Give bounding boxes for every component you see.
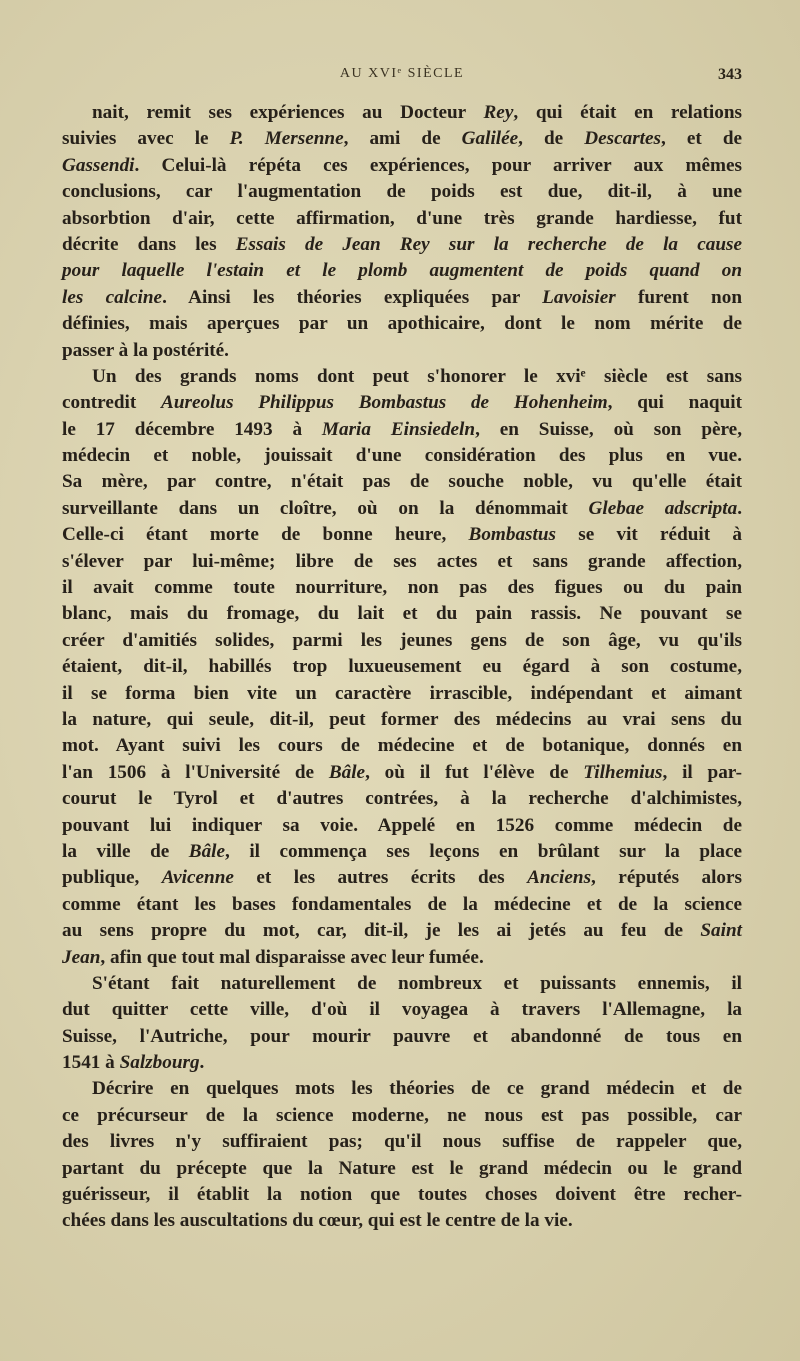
text-segment: chées dans les auscultations du cœur, qui est le centre de la vie. xyxy=(62,1210,573,1232)
text-line xyxy=(62,839,742,865)
text-segment: furent non xyxy=(615,286,742,308)
text-segment: dut quitter cette ville, d'où il voyagea à travers l'Allemagne, la xyxy=(62,999,742,1021)
text-line xyxy=(62,654,742,680)
text-segment: créer d'amitiés solides, parmi les jeunes gens de son âge, vu qu'ils xyxy=(62,629,742,651)
paragraph xyxy=(62,1076,742,1234)
text-segment: . xyxy=(737,497,742,519)
text-line xyxy=(62,417,742,443)
text-line xyxy=(62,601,742,627)
italic-segment: Bombastus xyxy=(468,524,556,546)
italic-segment: Glebae adscripta xyxy=(588,497,738,519)
text-segment: et les autres écrits des xyxy=(233,867,528,889)
text-segment: blanc, mais du fromage, du lait et du pain rassis. Ne pouvant se xyxy=(62,603,742,625)
text-segment: ce précurseur de la science moderne, ne nous est pas possible, car xyxy=(62,1104,742,1126)
text-segment: pouvant lui indiquer sa voie. Appelé en 1526 comme médecin de xyxy=(62,814,742,836)
text-segment: mot. Ayant suivi les cours de médecine et de botanique, donnés en xyxy=(62,735,742,757)
text-segment: au sens propre du mot, car, dit-il, je les ai jetés au feu de xyxy=(62,920,701,942)
italic-segment: Aureolus Philippus Bombastus de Hohenheim xyxy=(161,392,608,414)
text-segment: partant du précepte que la Nature est le grand médecin ou le grand xyxy=(62,1157,742,1179)
text-segment: la nature, qui seule, dit-il, peut former des médecins au vrai sens du xyxy=(62,708,742,730)
text-line xyxy=(62,813,742,839)
text-segment: Décrire en quelques mots les théories de ce grand médecin et de xyxy=(92,1078,742,1100)
italic-segment: les calcine xyxy=(62,286,163,308)
text-line xyxy=(62,628,742,654)
text-segment: conclusions, car l'augmentation de poids est due, dit-il, à une xyxy=(62,181,742,203)
italic-segment: Jean xyxy=(62,946,101,968)
text-line xyxy=(62,1129,742,1155)
text-segment: , il commença ses leçons en brûlant sur la place xyxy=(225,840,742,862)
text-line xyxy=(62,892,742,918)
italic-segment: Avicenne xyxy=(161,867,234,889)
text-segment: . xyxy=(199,1052,205,1074)
paragraph xyxy=(62,364,742,971)
running-head xyxy=(62,66,742,88)
page-number: 343 xyxy=(718,66,742,83)
text-segment: suivies avec le xyxy=(62,128,230,150)
text-line xyxy=(62,206,742,232)
text-segment: il se forma bien vite un caractère irrascible, indépendant et aimant xyxy=(62,682,742,704)
text-segment: s'élever par lui-même; libre de ses actes et sans grande affection, xyxy=(62,550,742,572)
text-segment: . Ainsi les théories expliquées par xyxy=(162,286,543,308)
text-segment: guérisseur, il établit la notion que toutes choses doivent être recher- xyxy=(62,1184,742,1206)
text-segment: la ville de xyxy=(62,840,189,862)
text-line xyxy=(62,549,742,575)
text-line xyxy=(62,1156,742,1182)
text-line xyxy=(62,707,742,733)
text-segment: contredit xyxy=(62,392,162,414)
text-line xyxy=(62,760,742,786)
text-line xyxy=(62,865,742,891)
italic-segment: pour laquelle l'estain et le plomb augmentent de poids quand on xyxy=(62,260,742,282)
paragraph xyxy=(62,971,742,1077)
italic-segment: Salzbourg xyxy=(119,1052,200,1074)
text-line xyxy=(62,443,742,469)
text-segment: , où il fut l'élève de xyxy=(365,761,584,783)
text-segment: 1541 à xyxy=(62,1052,120,1074)
text-line xyxy=(62,945,742,971)
text-segment: , il par- xyxy=(662,761,742,783)
text-line xyxy=(62,997,742,1023)
text-line xyxy=(62,496,742,522)
text-segment: courut le Tyrol et d'autres contrées, à la recherche d'alchimistes, xyxy=(62,788,742,810)
text-segment: le 17 décembre 1493 à xyxy=(62,418,322,440)
body-text xyxy=(62,100,742,1235)
italic-segment: Descartes xyxy=(584,128,661,150)
text-segment: comme étant les bases fondamentales de la médecine et de la science xyxy=(62,893,742,915)
text-segment: , en Suisse, où son père, xyxy=(475,418,742,440)
text-line xyxy=(62,232,742,258)
text-line xyxy=(62,1050,742,1076)
text-line xyxy=(62,126,742,152)
italic-segment: Bâle xyxy=(328,761,366,783)
text-segment: l'an 1506 à l'Université de xyxy=(62,761,329,783)
text-segment: , ami de xyxy=(343,128,462,150)
text-segment: définies, mais aperçues par un apothicaire, dont le nom mérite de xyxy=(62,313,742,335)
text-segment: publique, xyxy=(62,867,162,889)
text-line xyxy=(62,100,742,126)
text-line xyxy=(62,1103,742,1129)
text-line xyxy=(62,1208,742,1234)
text-line xyxy=(62,390,742,416)
text-line xyxy=(62,733,742,759)
text-segment: il avait comme toute nourriture, non pas des figues ou du pain xyxy=(62,577,742,599)
italic-segment: Bâle xyxy=(188,840,226,862)
text-line xyxy=(62,1024,742,1050)
text-segment: S'étant fait naturellement de nombreux et puissants ennemis, il xyxy=(92,972,742,994)
text-segment: absorbtion d'air, cette affirmation, d'une très grande hardiesse, fut xyxy=(62,207,742,229)
text-line xyxy=(62,1182,742,1208)
text-line xyxy=(62,918,742,944)
text-segment: Celle-ci étant morte de bonne heure, xyxy=(62,524,469,546)
text-line xyxy=(62,285,742,311)
text-segment: passer à la postérité. xyxy=(62,339,229,361)
text-line xyxy=(62,681,742,707)
text-segment: décrite dans les xyxy=(62,233,236,255)
text-segment: des livres n'y suffiraient pas; qu'il nous suffise de rappeler que, xyxy=(62,1131,742,1153)
text-line xyxy=(62,338,742,364)
text-segment: nait, remit ses expériences au Docteur xyxy=(92,102,484,123)
text-segment: étaient, dit-il, habillés trop luxueusement eu égard à son costume, xyxy=(62,656,742,678)
running-title: AU XVIᵉ SIÈCLE xyxy=(339,66,465,81)
italic-segment: Rey xyxy=(483,102,514,123)
italic-segment: Tilhemius xyxy=(583,761,663,783)
italic-segment: P. Mersenne xyxy=(229,128,344,150)
italic-segment: Essais de Jean Rey sur la recherche de la cause xyxy=(235,233,742,255)
paragraph xyxy=(62,100,742,364)
text-line xyxy=(62,786,742,812)
italic-segment: Maria Einsiedeln xyxy=(321,418,476,440)
text-segment: surveillante dans un cloître, où on la dénommait xyxy=(62,497,589,519)
italic-segment: Lavoisier xyxy=(542,286,616,308)
text-line xyxy=(62,522,742,548)
text-segment: Sa mère, par contre, n'était pas de souche noble, vu qu'elle était xyxy=(62,471,742,493)
text-line xyxy=(62,1076,742,1102)
text-line xyxy=(62,469,742,495)
text-line xyxy=(62,258,742,284)
text-segment: , qui était en relations xyxy=(513,102,742,123)
text-segment: , réputés alors xyxy=(591,867,742,889)
text-line xyxy=(62,153,742,179)
text-line xyxy=(62,179,742,205)
text-line xyxy=(62,575,742,601)
text-segment: médecin et noble, jouissait d'une considération des plus en vue. xyxy=(62,445,742,467)
italic-segment: Anciens xyxy=(527,867,592,889)
text-segment: , afin que tout mal disparaisse avec leur fumée. xyxy=(100,946,484,968)
text-segment: se vit réduit à xyxy=(555,524,742,546)
text-segment: , de xyxy=(518,128,585,150)
text-line xyxy=(62,364,742,390)
italic-segment: Saint xyxy=(700,920,742,942)
italic-segment: Galilée xyxy=(461,128,519,150)
text-segment: , et de xyxy=(661,128,743,150)
text-segment: , qui naquit xyxy=(607,392,742,414)
text-segment: Un des grands noms dont peut s'honorer le xviᵉ siècle est sans xyxy=(92,365,742,387)
italic-segment: Gassendi xyxy=(62,154,135,176)
text-segment: Suisse, l'Autriche, pour mourir pauvre et abandonné de tous en xyxy=(62,1025,742,1047)
text-segment: . Celui-là répéta ces expériences, pour arriver aux mêmes xyxy=(134,154,742,176)
text-line xyxy=(62,971,742,997)
text-line xyxy=(62,311,742,337)
